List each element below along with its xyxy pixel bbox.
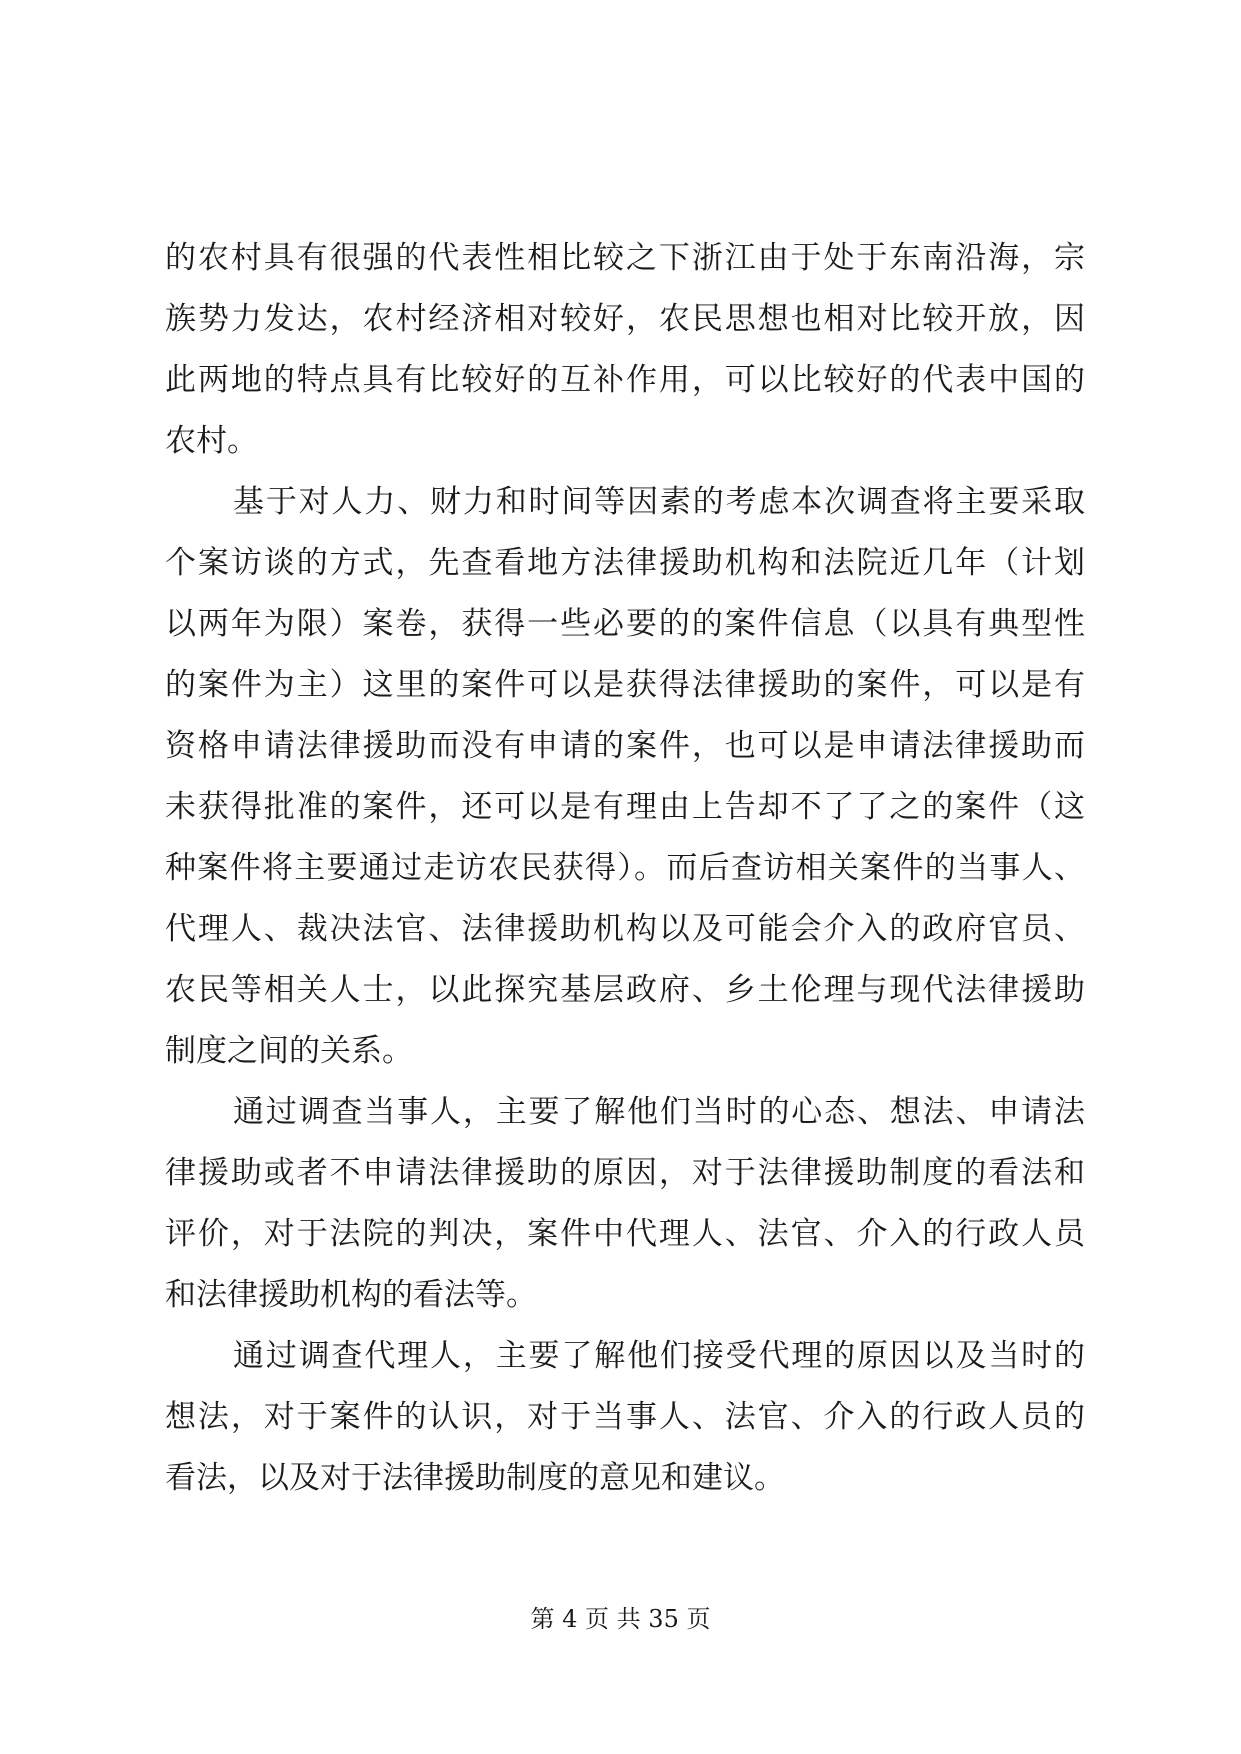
paragraph-2: [165, 472, 1085, 1082]
text-line: 族势力发达，农村经济相对较好，农民思想也相对比较开放，因: [165, 301, 1085, 337]
text-line: 农民等相关人士，以此探究基层政府、乡土伦理与现代法律援助: [165, 972, 1085, 1008]
text-line: 通过调查代理人，主要了解他们接受代理的原因以及当时的: [233, 1338, 1085, 1374]
text-line: 基于对人力、财力和时间等因素的考虑本次调查将主要采取: [233, 484, 1085, 520]
text-line: 个案访谈的方式，先查看地方法律援助机构和法院近几年（计划: [165, 545, 1085, 581]
text-line: 看法，以及对于法律援助制度的意见和建议。: [165, 1460, 785, 1496]
text-line: 律援助或者不申请法律援助的原因，对于法律援助制度的看法和: [165, 1155, 1085, 1191]
paragraph-4: [165, 1326, 1085, 1509]
paragraph-3: [165, 1082, 1085, 1326]
page-number-footer: 第 4 页 共 35 页: [530, 1605, 711, 1633]
text-line: 资格申请法律援助而没有申请的案件，也可以是申请法律援助而: [165, 728, 1085, 764]
paragraph-1: [165, 228, 1085, 472]
text-line: 和法律援助机构的看法等。: [165, 1277, 537, 1313]
text-line: 的农村具有很强的代表性相比较之下浙江由于处于东南沿海，宗: [165, 240, 1085, 276]
text-line: 通过调查当事人，主要了解他们当时的心态、想法、申请法: [233, 1094, 1085, 1130]
text-line: 未获得批准的案件，还可以是有理由上告却不了了之的案件（这: [165, 789, 1085, 825]
text-line: 此两地的特点具有比较好的互补作用，可以比较好的代表中国的: [165, 362, 1085, 398]
text-line: 农村。: [165, 423, 258, 459]
text-line: 制度之间的关系。: [165, 1033, 413, 1069]
text-line: 种案件将主要通过走访农民获得）。而后查访相关案件的当事人、: [165, 850, 1085, 886]
document-body: [165, 228, 1085, 1509]
text-line: 代理人、裁决法官、法律援助机构以及可能会介入的政府官员、: [165, 911, 1085, 947]
text-line: 想法，对于案件的认识，对于当事人、法官、介入的行政人员的: [165, 1399, 1085, 1435]
text-line: 以两年为限）案卷，获得一些必要的的案件信息（以具有典型性: [165, 606, 1085, 642]
text-line: 评价，对于法院的判决，案件中代理人、法官、介入的行政人员: [165, 1216, 1085, 1252]
text-line: 的案件为主）这里的案件可以是获得法律援助的案件，可以是有: [165, 667, 1085, 703]
